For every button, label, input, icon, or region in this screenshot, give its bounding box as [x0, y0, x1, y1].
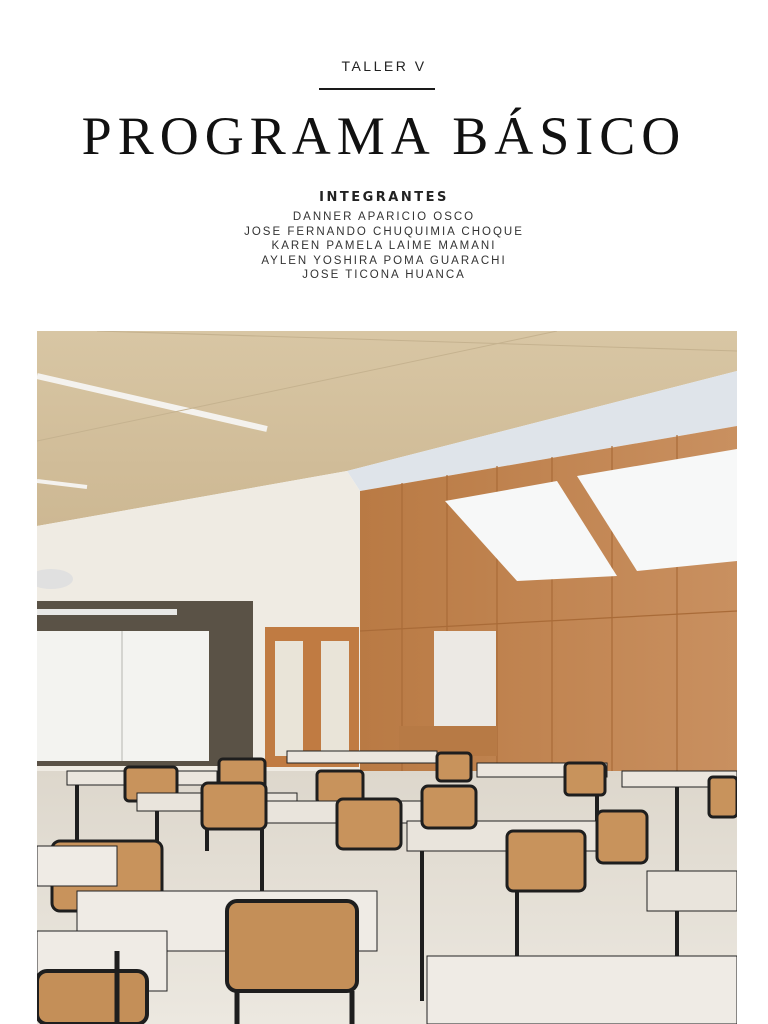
members-heading: INTEGRANTES: [319, 190, 449, 205]
title-divider: [319, 88, 435, 90]
member-name: DANNER APARICIO OSCO: [292, 211, 476, 223]
course-label: TALLER V: [341, 58, 427, 74]
members-list: [0, 210, 768, 283]
classroom-photo: [37, 331, 737, 1024]
member-name: KAREN PAMELA LAIME MAMANI: [271, 240, 497, 253]
member-name: JOSE FERNANDO CHUQUIMIA CHOQUE: [244, 225, 524, 238]
member-name: AYLEN YOSHIRA POMA GUARACHI: [261, 254, 507, 267]
member-name: JOSE TICONA HUANCA: [302, 269, 466, 282]
whiteboard: [37, 631, 209, 761]
page-title: PROGRAMA BÁSICO: [81, 106, 687, 166]
